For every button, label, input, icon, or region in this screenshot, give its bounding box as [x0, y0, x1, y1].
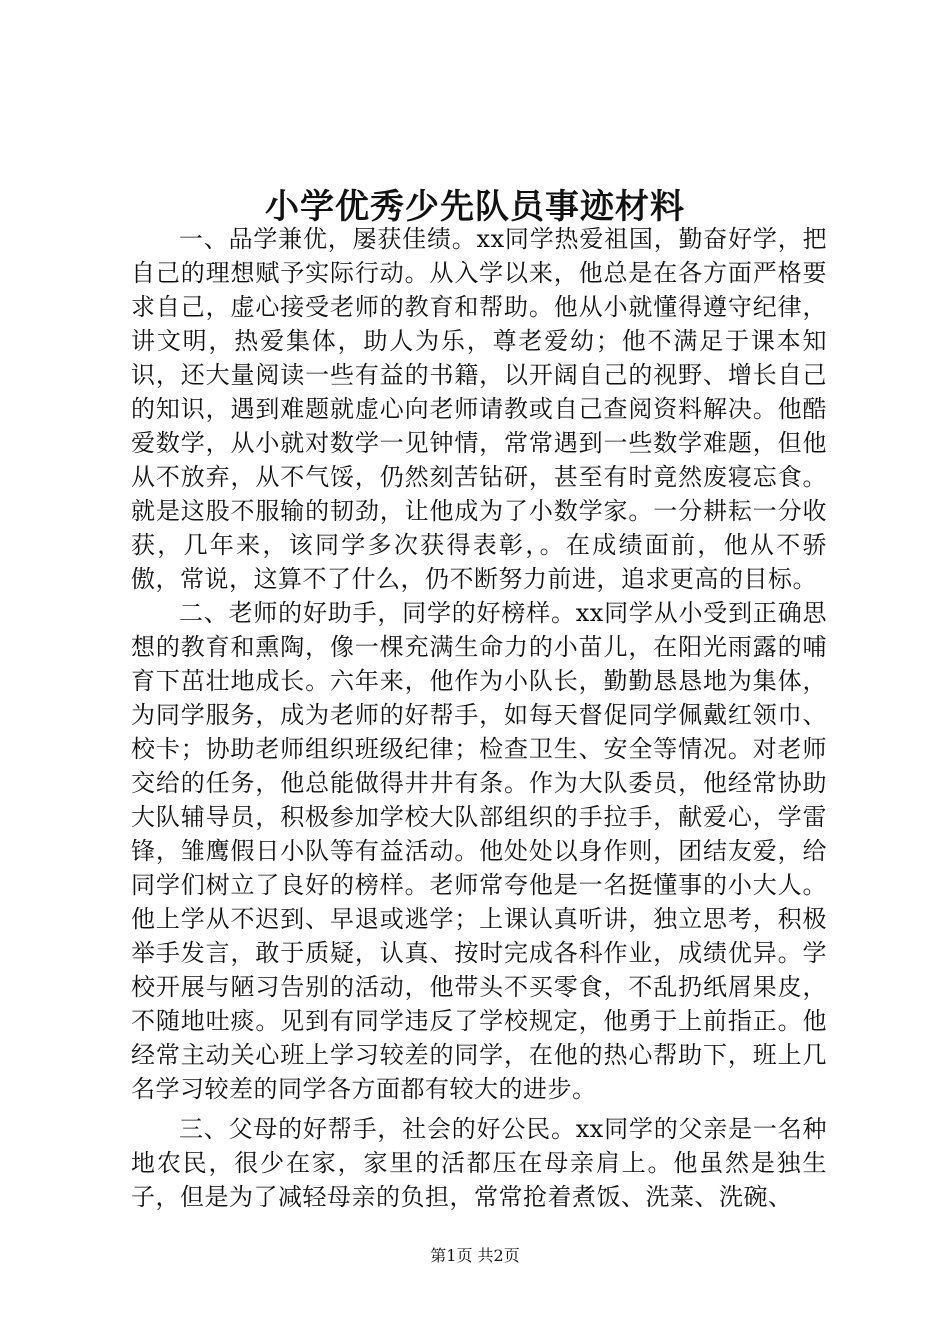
paragraph-3: 三、父母的好帮手，社会的好公民。xx同学的父亲是一名种地农民，很少在家，家里的活都压在母亲肩上。他虽然是独生子，但是为了减轻母亲的负担，常常抢着煮饭、洗菜、洗碗、	[131, 1115, 827, 1211]
paragraph-2: 二、老师的好助手，同学的好榜样。xx同学从小受到正确思想的教育和熏陶，像一棵充满生命力的小苗儿，在阳光雨露的哺育下茁壮地成长。六年来，他作为小队长，勤勤恳恳地为集体，为同学服务，成为老师的好帮手，如每天督促同学佩戴红领巾、校卡；协助老师组织班级纪律；检查卫生、安全等情况。对老师交给的任务，他总能做得井井有条。作为大队委员，他经常协助大队辅导员，积极参加学校大队部组织的手拉手，献爱心，学雷锋，雏鹰假日小队等有益活动。他处处以身作则，团结友爱，给同学们树立了良好的榜样。老师常夸他是一名挺懂事的小大人。他上学从不迟到、早退或逃学；上课认真听讲，独立思考，积极举手发言，敢于质疑，认真、按时完成各科作业，成绩优异。学校开展与陋习告别的活动，他带头不买零食，不乱扔纸屑果皮，不随地吐痰。见到有同学违反了学校规定，他勇于上前指正。他经常主动关心班上学习较差的同学，在他的热心帮助下，班上几名学习较差的同学各方面都有较大的进步。	[131, 599, 827, 1103]
document-title: 小学优秀少先队员事迹材料	[265, 187, 685, 227]
paragraph-1: 一、品学兼优，屡获佳绩。xx同学热爱祖国，勤奋好学，把自己的理想赋予实际行动。从入学以来，他总是在各方面严格要求自己，虚心接受老师的教育和帮助。他从小就懂得遵守纪律，讲文明，热爱集体，助人为乐，尊老爱幼；他不满足于课本知识，还大量阅读一些有益的书籍，以开阔自己的视野、增长自己的知识，遇到难题就虚心向老师请教或自己查阅资料解决。他酷爱数学，从小就对数学一见钟情，常常遇到一些数学难题，但他从不放弃，从不气馁，仍然刻苦钻研，甚至有时竟然废寝忘食。就是这股不服输的韧劲，让他成为了小数学家。一分耕耘一分收获，几年来，该同学多次获得表彰，。在成绩面前，他从不骄傲，常说，这算不了什么，仍不断努力前进，追求更高的目标。	[131, 225, 827, 593]
document-body	[131, 222, 827, 1214]
page-number-footer: 第1页 共2页	[430, 1246, 520, 1265]
